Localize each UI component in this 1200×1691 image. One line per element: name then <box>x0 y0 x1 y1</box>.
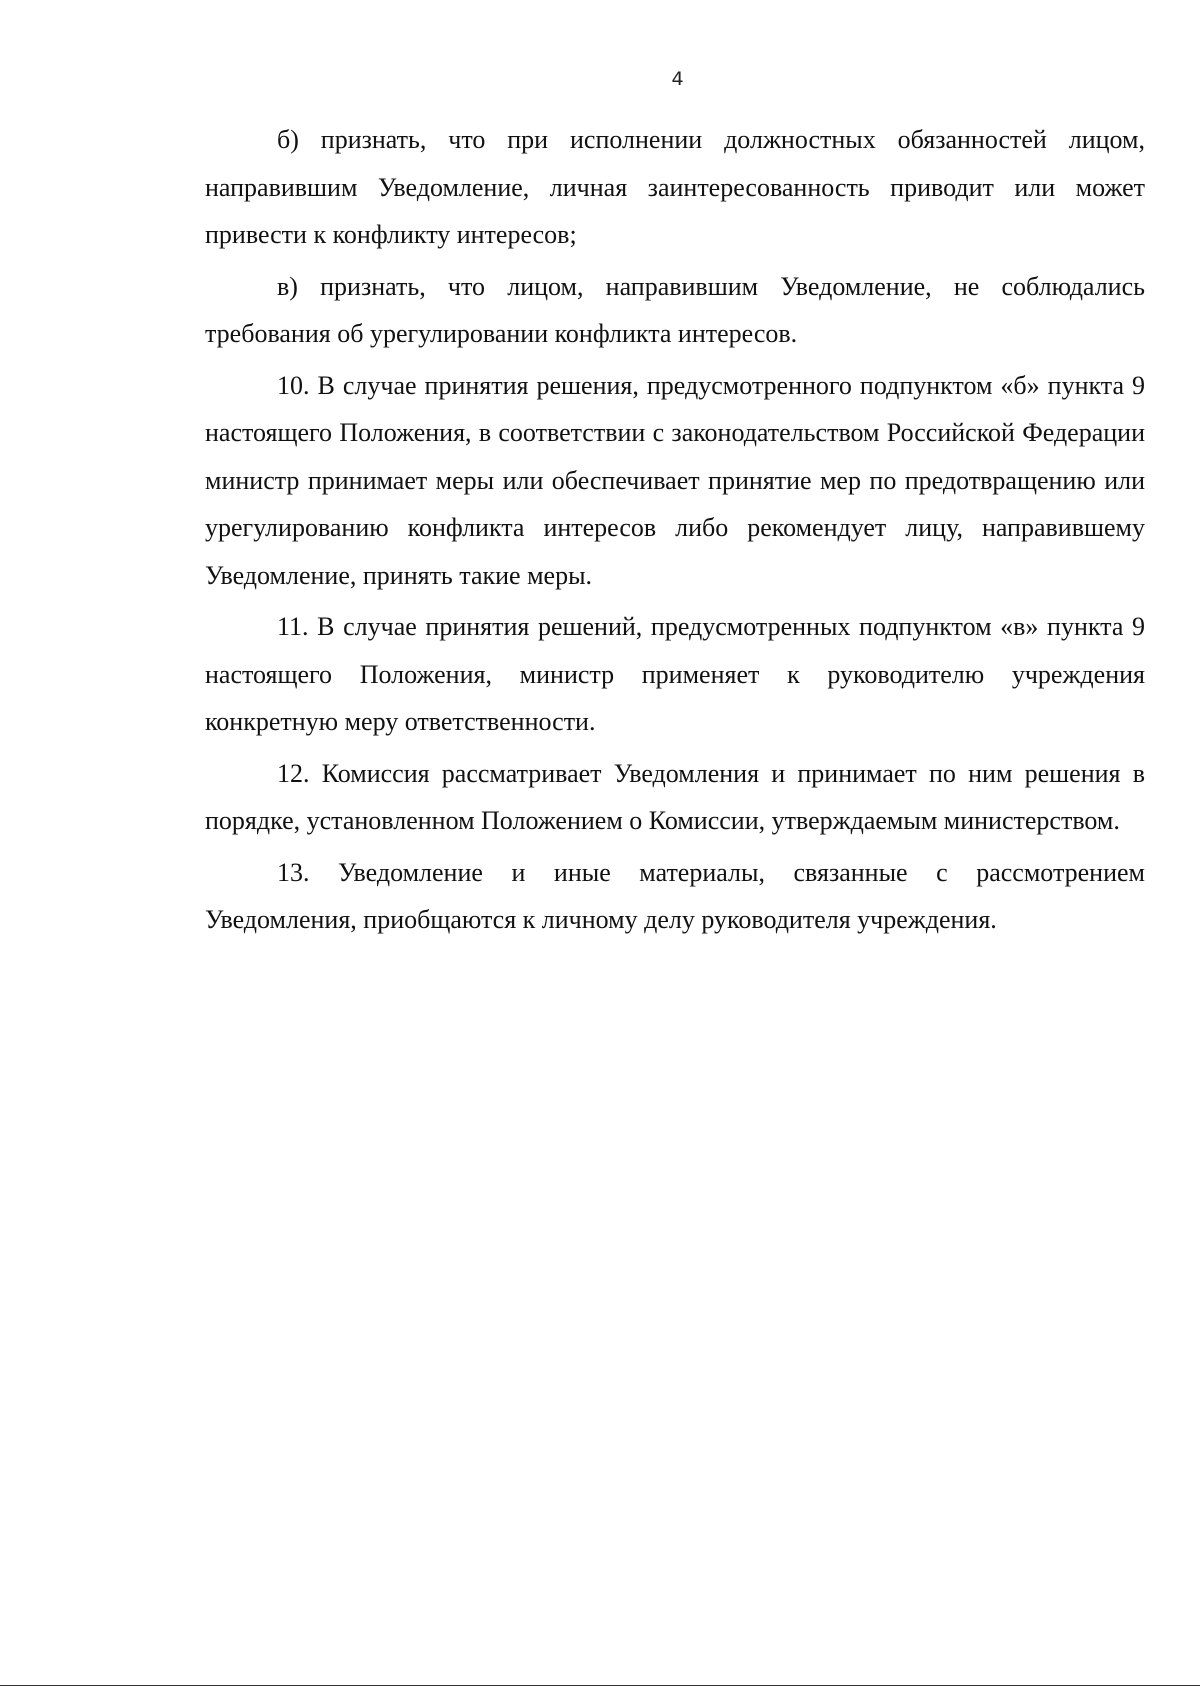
paragraph-subpoint-b: б) признать, что при исполнении должностных обязанностей лицом, направившим Уведомление, личная заинтересованность приводит или может привести к конфликту интересов; <box>205 125 1145 249</box>
page-number: 4 <box>671 68 684 90</box>
paragraph-subpoint-v: в) признать, что лицом, направившим Уведомление, не соблюдались требования об урегулировании конфликта интересов. <box>205 271 1145 348</box>
paragraph-10: 10. В случае принятия решения, предусмотренного подпунктом «б» пункта 9 настоящего Положения, в соответствии с законодательством Российской Федерации министр принимает меры или обеспечивает принятие мер по предотвращению или урегулированию конфликта интересов либо рекомендует лицу, направившему Уведомление, принять такие меры. <box>205 370 1145 590</box>
document-body <box>205 116 1145 948</box>
paragraph-11: 11. В случае принятия решений, предусмотренных подпунктом «в» пункта 9 настоящего Положения, министр применяет к руководителю учреждения конкретную меру ответственности. <box>205 612 1145 736</box>
paragraph-13: 13. Уведомление и иные материалы, связанные с рассмотрением Уведомления, приобщаются к личному делу руководителя учреждения. <box>205 857 1145 934</box>
paragraph-12: 12. Комиссия рассматривает Уведомления и принимает по ним решения в порядке, установленном Положением о Комиссии, утверждаемым министерством. <box>205 758 1145 835</box>
page-bottom-edge <box>0 1685 1200 1686</box>
